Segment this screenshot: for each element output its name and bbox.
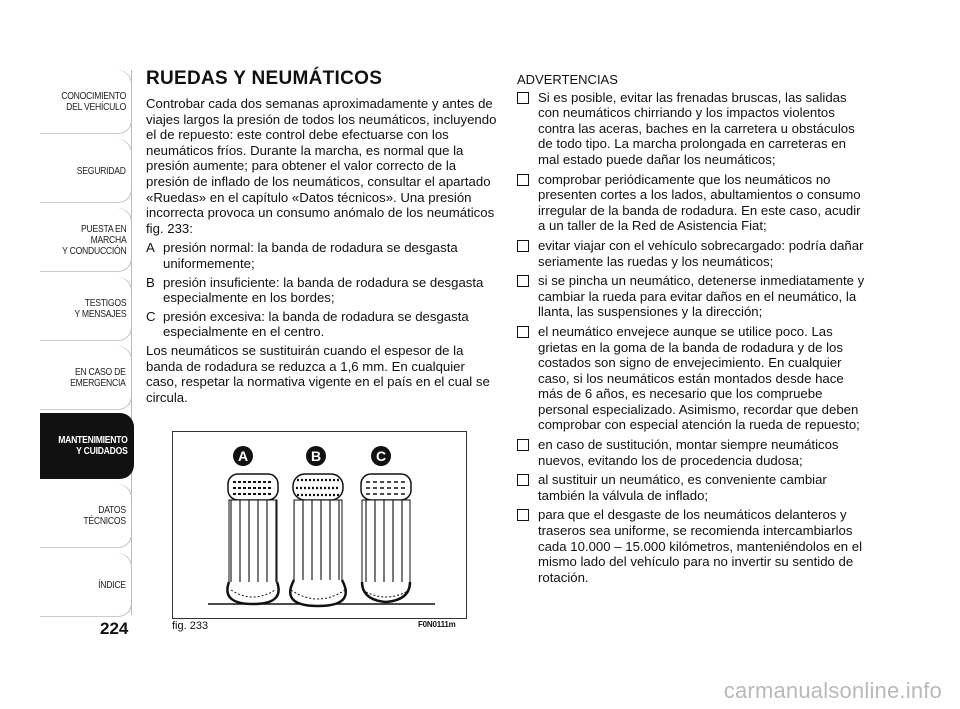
checkbox-icon [517, 240, 529, 252]
bullet-text: evitar viajar con el vehículo sobrecargado: podría dañar seriamente las ruedas y los neumáticos; [538, 237, 864, 269]
page-number: 224 [100, 619, 129, 638]
checkbox-icon [517, 474, 529, 486]
tab-label: SEGURIDAD [77, 164, 126, 177]
tab-conocimiento-del-vehiculo[interactable] [40, 70, 132, 134]
item-label: B [146, 274, 155, 290]
bullet-text: para que el desgaste de los neumáticos delanteros y traseros sea uniforme, se recomienda intercambiarlos cada 10.000 – 15.000 kilómetros, manteniéndolos en el mismo lado del vehículo para no invertir su sentido de rotación. [538, 507, 863, 585]
bullet-text: al sustituir un neumático, es conveniente cambiar también la válvula de inflado; [538, 472, 827, 503]
bullet-text: Si es posible, evitar las frenadas bruscas, las salidas con neumáticos chirriando y los impactos violentos contra las aceras, baches en la carretera u obstáculos de todo tipo. La marcha prolongada en carreteras en mal estado puede dañar los neumáticos; [538, 89, 855, 167]
right-column [517, 72, 867, 589]
watermark: carmanualsonline.info [723, 678, 942, 703]
page-title: RUEDAS Y NEUMÁTICOS [146, 68, 383, 89]
checkbox-icon [517, 509, 529, 521]
bullet-text: si se pincha un neumático, detenerse inmediatamente y cambiar la rueda para evitar daños en el neumático, la llanta, las suspensiones y la dirección; [538, 273, 865, 320]
tab-mantenimiento-y-cuidados[interactable] [40, 413, 134, 479]
tab-datos-tecnicos[interactable] [40, 484, 132, 548]
intro-paragraph: Controbar cada dos semanas aproximadamente y antes de viajes largos la presión de todos los neumáticos, incluyendo el de repuesto: este control debe efectuarse con los neumáticos fríos. Durante la marcha, es normal que la presión aumente; para obtener el valor correcto de la presión de inflado de los neumáticos, consultar el apartado «Ruedas» en el capítulo «Datos técnicos». Una presión incorrecta provoca un consumo anómalo de los neumáticos fig. 233: [146, 96, 497, 236]
tab-label: CONOCIMIENTO DEL VEHÍCULO [61, 90, 126, 113]
tab-label: DATOS TÉCNICOS [83, 504, 126, 527]
tire-b-icon [290, 474, 346, 606]
tab-label: EN CASO DE EMERGENCIA [70, 366, 126, 389]
warnings-heading: ADVERTENCIAS [517, 72, 618, 87]
left-column [146, 68, 498, 409]
item-text: presión normal: la banda de rodadura se desgasta uniformemente; [163, 240, 458, 271]
item-label: A [146, 240, 155, 256]
item-text: presión excesiva: la banda de rodadura se desgasta especialmente en el centro. [163, 308, 469, 340]
list-item [517, 238, 867, 269]
tire-wear-figure [172, 431, 467, 619]
checkbox-icon [517, 174, 529, 186]
tire-illustration [173, 432, 466, 618]
list-item [146, 309, 498, 340]
marker-a [233, 446, 253, 466]
tab-label: TESTIGOS Y MENSAJES [74, 297, 126, 320]
checkbox-icon [517, 275, 529, 287]
tab-label: MANTENIMIENTO Y CUIDADOS [58, 434, 128, 457]
list-item [146, 240, 498, 271]
list-item [517, 472, 867, 503]
checkbox-icon [517, 326, 529, 338]
tab-indice[interactable] [40, 553, 132, 617]
tab-label: PUESTA EN MARCHA Y CONDUCCIÓN [61, 222, 126, 257]
checkbox-icon [517, 439, 529, 451]
outro-paragraph: Los neumáticos se sustituirán cuando el espesor de la banda de rodadura se reduzca a 1,6 mm. En cualquier caso, respetar la normativa vigente en el país en el cual se circula. [146, 342, 490, 405]
figure-caption: fig. 233 [172, 620, 209, 632]
tab-en-caso-de-emergencia[interactable] [40, 346, 132, 410]
list-item [517, 507, 867, 585]
tire-c-icon [361, 474, 411, 602]
item-label: C [146, 308, 156, 324]
list-item [146, 275, 498, 306]
list-item [517, 172, 867, 234]
marker-b [306, 446, 326, 466]
list-item [517, 324, 867, 433]
list-item [517, 273, 867, 320]
svg-text:C: C [375, 448, 387, 464]
tab-testigos-y-mensajes[interactable] [40, 277, 132, 341]
checkbox-icon [517, 92, 529, 104]
bullet-text: comprobar periódicamente que los neumáticos no presenten cortes a los lados, abultamientos o consumo irregular de la banda de rodadura. En este caso, acudir a un taller de la Red de Asistencia Fiat; [538, 171, 861, 234]
svg-text:A: A [237, 448, 249, 464]
figure-code: F0N0111m [418, 620, 456, 629]
item-text: presión insuficiente: la banda de rodadura se desgasta especialmente en los bordes; [163, 274, 484, 306]
tab-label: ÍNDICE [98, 578, 126, 591]
bullet-text: el neumático envejece aunque se utilice poco. Las grietas en la goma de la banda de rodadura y de los costados son signo de envejecimiento. En cualquier caso, si los neumáticos están montados desde hace más de 6 años, es necesario que los compruebe personal especializado. Asimismo, recordar que deben comprobar con especial atención la rueda de repuesto; [538, 323, 860, 433]
tab-seguridad[interactable] [40, 139, 132, 203]
marker-c [371, 446, 391, 466]
list-item [517, 437, 867, 468]
list-item [517, 90, 867, 168]
svg-text:B: B [310, 448, 322, 464]
tab-puesta-en-marcha[interactable] [40, 208, 132, 272]
tire-a-icon [227, 474, 278, 604]
bullet-text: en caso de sustitución, montar siempre neumáticos nuevos, evitando los de procedencia dudosa; [538, 437, 839, 468]
